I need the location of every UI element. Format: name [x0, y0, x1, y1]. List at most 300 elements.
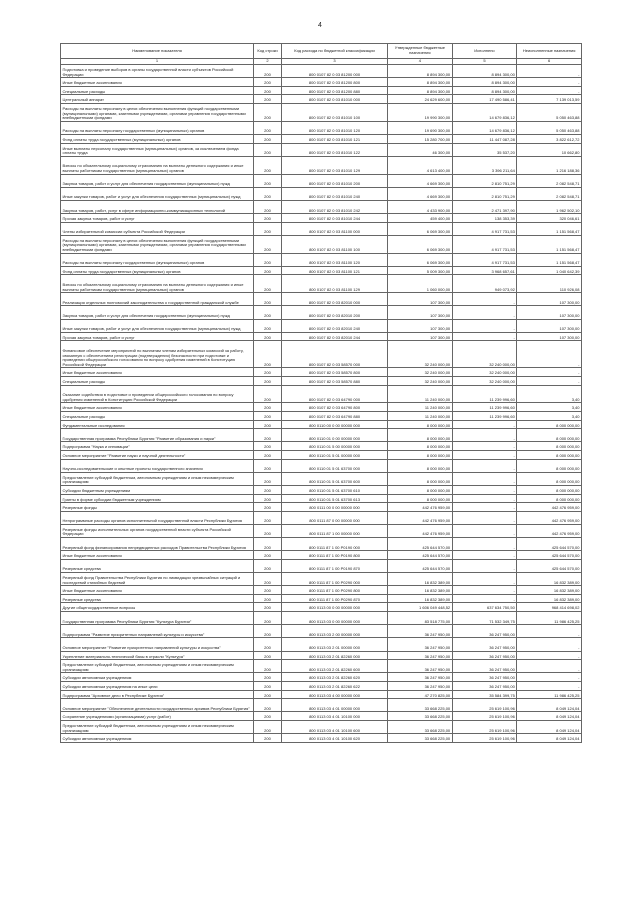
- row-executed-amount: -: [452, 538, 517, 551]
- row-name: Резервные фонды исполнительных органов государственной власти субъекта Российской Федерации: [61, 524, 254, 537]
- table-row: [61, 143, 582, 156]
- row-approved-amount: 47 270 825,00: [388, 690, 453, 699]
- row-line-code: 200: [254, 200, 282, 213]
- row-unexecuted-amount: 1 151 568,47: [517, 253, 582, 266]
- row-line-code: 200: [254, 78, 282, 87]
- table-row: [61, 293, 582, 306]
- row-name: Закупка товаров, работ, услуг в сфере информационно-коммуникационных технологий: [61, 200, 254, 213]
- row-unexecuted-amount: -: [517, 673, 582, 682]
- row-classification-code: 800 0113 03 2 01 82260 622: [282, 681, 388, 690]
- table-row: [61, 681, 582, 690]
- row-line-code: 200: [254, 586, 282, 595]
- row-name: Непрограммные расходы органов исполнительной государственной власти Республики Бурятия: [61, 511, 254, 524]
- row-unexecuted-amount: 16 832 389,00: [517, 573, 582, 586]
- row-unexecuted-amount: 8 000 000,00: [517, 450, 582, 459]
- table-row: [61, 651, 582, 660]
- table-row: [61, 368, 582, 377]
- row-executed-amount: 36 247 950,00: [452, 638, 517, 651]
- table-row: [61, 134, 582, 143]
- row-executed-amount: 36 247 950,00: [452, 681, 517, 690]
- row-approved-amount: 8 000 000,00: [388, 459, 453, 472]
- row-name: Иные закупки товаров, работ и услуг для обеспечения государственных (муниципальных) нужд: [61, 319, 254, 332]
- row-approved-amount: 36 247 950,00: [388, 638, 453, 651]
- row-approved-amount: 8 894 300,00: [388, 65, 453, 78]
- row-classification-code: 800 0111 87 0 00 00000 000: [282, 511, 388, 524]
- row-unexecuted-amount: -: [517, 78, 582, 87]
- row-classification-code: 800 0107 82 0 03 64790 880: [282, 411, 388, 420]
- table-row: [61, 385, 582, 403]
- row-name: Фонд оплаты труда государственных (муниципальных) органов: [61, 266, 254, 275]
- row-classification-code: 800 0111 87 1 00 P0290 870: [282, 594, 388, 603]
- row-line-code: 200: [254, 472, 282, 485]
- row-classification-code: 800 0107 82 0 03 58570 000: [282, 341, 388, 368]
- row-approved-amount: 11 240 000,00: [388, 403, 453, 412]
- row-unexecuted-amount: 107 300,00: [517, 306, 582, 319]
- row-line-code: 200: [254, 720, 282, 733]
- row-line-code: 200: [254, 538, 282, 551]
- row-approved-amount: 8 000 000,00: [388, 450, 453, 459]
- row-executed-amount: -: [452, 511, 517, 524]
- row-classification-code: 800 0107 82 0 03 81200 880: [282, 86, 388, 95]
- table-row: [61, 612, 582, 625]
- table-row: [61, 187, 582, 200]
- row-approved-amount: 19 990 300,00: [388, 103, 453, 121]
- table-row: [61, 503, 582, 512]
- table-row: [61, 551, 582, 560]
- row-unexecuted-amount: 110 926,08: [517, 275, 582, 293]
- col-index: 6: [517, 59, 582, 65]
- table-row: [61, 594, 582, 603]
- row-name: Иные бюджетные ассигнования: [61, 403, 254, 412]
- row-line-code: 200: [254, 95, 282, 104]
- row-unexecuted-amount: 1 151 568,47: [517, 235, 582, 253]
- row-approved-amount: 32 240 000,00: [388, 377, 453, 386]
- row-line-code: 200: [254, 275, 282, 293]
- row-name: Иные закупки товаров, работ и услуг для обеспечения государственных (муниципальных) нужд: [61, 187, 254, 200]
- row-executed-amount: 637 634 750,50: [452, 603, 517, 612]
- table-row: [61, 174, 582, 187]
- row-line-code: 200: [254, 121, 282, 134]
- row-name: Иные бюджетные ассигнования: [61, 78, 254, 87]
- row-classification-code: 800 0107 82 0 03 81010 120: [282, 121, 388, 134]
- row-line-code: 200: [254, 494, 282, 503]
- row-line-code: 200: [254, 699, 282, 712]
- row-line-code: 200: [254, 253, 282, 266]
- table-row: [61, 472, 582, 485]
- table-row: [61, 200, 582, 213]
- row-line-code: 200: [254, 594, 282, 603]
- row-line-code: 200: [254, 174, 282, 187]
- row-approved-amount: 15 280 700,00: [388, 134, 453, 143]
- row-line-code: 200: [254, 459, 282, 472]
- row-line-code: 200: [254, 403, 282, 412]
- row-approved-amount: 4 669 300,00: [388, 187, 453, 200]
- row-name: Государственная программа Республики Бурятия "Культура Бурятии": [61, 612, 254, 625]
- row-classification-code: 800 0107 82 0 03 82010 244: [282, 332, 388, 341]
- row-classification-code: 800 0113 03 2 01 00000 000: [282, 638, 388, 651]
- row-executed-amount: 32 240 000,00: [452, 341, 517, 368]
- row-approved-amount: 4 613 400,00: [388, 156, 453, 174]
- row-classification-code: 800 0111 87 1 00 P0190 800: [282, 551, 388, 560]
- row-classification-code: 800 0113 03 4 01 10100 620: [282, 734, 388, 743]
- row-executed-amount: -: [452, 551, 517, 560]
- row-executed-amount: 3 396 211,64: [452, 156, 517, 174]
- col-header-name: Наименование показателя: [61, 44, 254, 59]
- row-line-code: 200: [254, 319, 282, 332]
- row-approved-amount: 16 832 389,00: [388, 573, 453, 586]
- table-row: [61, 253, 582, 266]
- row-unexecuted-amount: -: [517, 65, 582, 78]
- table-row: [61, 420, 582, 429]
- row-line-code: 200: [254, 385, 282, 403]
- row-unexecuted-amount: 1 962 502,10: [517, 200, 582, 213]
- row-line-code: 200: [254, 143, 282, 156]
- row-executed-amount: 4 917 731,53: [452, 235, 517, 253]
- row-unexecuted-amount: 7 139 013,59: [517, 95, 582, 104]
- row-line-code: 200: [254, 503, 282, 512]
- table-row: [61, 214, 582, 223]
- row-executed-amount: -: [452, 485, 517, 494]
- table-row: [61, 306, 582, 319]
- row-unexecuted-amount: 320 046,61: [517, 214, 582, 223]
- row-name: Предоставление субсидий бюджетным, автономным учреждениям и иным некоммерческим организациям: [61, 472, 254, 485]
- row-unexecuted-amount: -: [517, 660, 582, 673]
- row-line-code: 200: [254, 134, 282, 143]
- row-approved-amount: 16 832 389,00: [388, 586, 453, 595]
- row-approved-amount: 4 669 300,00: [388, 174, 453, 187]
- row-classification-code: 800 0107 82 0 03 81100 129: [282, 275, 388, 293]
- row-approved-amount: 6 069 300,00: [388, 235, 453, 253]
- row-classification-code: 800 0107 82 0 03 82010 200: [282, 306, 388, 319]
- row-executed-amount: 4 917 731,53: [452, 222, 517, 235]
- row-classification-code: 800 0113 00 0 00 00000 000: [282, 603, 388, 612]
- row-approved-amount: 425 644 570,00: [388, 559, 453, 572]
- row-classification-code: 800 0113 03 2 01 82260 000: [282, 651, 388, 660]
- row-classification-code: 800 0110 01 5 01 63700 000: [282, 459, 388, 472]
- row-approved-amount: 36 247 950,00: [388, 660, 453, 673]
- row-line-code: 200: [254, 450, 282, 459]
- row-unexecuted-amount: 107 300,00: [517, 319, 582, 332]
- row-approved-amount: 107 300,00: [388, 319, 453, 332]
- row-name: Специальные расходы: [61, 377, 254, 386]
- row-unexecuted-amount: 968 414 698,02: [517, 603, 582, 612]
- row-line-code: 200: [254, 612, 282, 625]
- row-unexecuted-amount: -: [517, 341, 582, 368]
- table-row: [61, 459, 582, 472]
- row-executed-amount: -: [452, 450, 517, 459]
- row-approved-amount: 36 247 950,00: [388, 673, 453, 682]
- row-line-code: 200: [254, 306, 282, 319]
- row-name: Предоставление субсидий бюджетным, автономным учреждениям и иным некоммерческим организациям: [61, 720, 254, 733]
- row-executed-amount: 2 810 751,29: [452, 174, 517, 187]
- row-line-code: 200: [254, 485, 282, 494]
- row-executed-amount: 11 447 087,28: [452, 134, 517, 143]
- row-name: Финансовое обеспечение мероприятий по выплатам членам избирательных комиссий за работу, связанную с обеспечением регистрации (подтверждения) безопасности при подготовке и проведении общероссийского голосования по вопросу одобрения изменений в Конституцию Российской Федерации: [61, 341, 254, 368]
- row-approved-amount: 36 247 950,00: [388, 651, 453, 660]
- row-name: Подпрограмма "Наука и инновации": [61, 442, 254, 451]
- row-classification-code: 800 0110 01 5 01 00000 000: [282, 450, 388, 459]
- row-classification-code: 800 0113 03 2 01 82260 620: [282, 673, 388, 682]
- table-row: [61, 341, 582, 368]
- row-name: Иные выплаты персоналу государственных (муниципальных) органов, за исключением фонда оплаты труда: [61, 143, 254, 156]
- row-line-code: 200: [254, 411, 282, 420]
- row-unexecuted-amount: 3,40: [517, 385, 582, 403]
- row-approved-amount: 11 240 000,00: [388, 411, 453, 420]
- row-name: Резервные фонды: [61, 503, 254, 512]
- row-name: Прочая закупка товаров, работ и услуг: [61, 332, 254, 341]
- row-name: Подготовка и проведение выборов в органы государственной власти субъектов Российской Федерации: [61, 65, 254, 78]
- row-name: Подпрограмма "Архивное дело в Республике Бурятия": [61, 690, 254, 699]
- row-line-code: 200: [254, 156, 282, 174]
- row-name: Прочая закупка товаров, работ и услуг: [61, 214, 254, 223]
- row-executed-amount: -: [452, 442, 517, 451]
- row-line-code: 200: [254, 235, 282, 253]
- row-classification-code: 800 0107 82 0 03 64790 800: [282, 403, 388, 412]
- row-approved-amount: 8 000 000,00: [388, 420, 453, 429]
- row-classification-code: 800 0111 87 1 00 P0190 870: [282, 559, 388, 572]
- table-row: [61, 734, 582, 743]
- table-row: [61, 403, 582, 412]
- row-line-code: 200: [254, 524, 282, 537]
- row-executed-amount: -: [452, 472, 517, 485]
- row-name: Основное мероприятие "Развитие приоритетных направлений культуры и искусства": [61, 638, 254, 651]
- row-unexecuted-amount: 3 822 612,72: [517, 134, 582, 143]
- row-approved-amount: 8 000 000,00: [388, 485, 453, 494]
- row-approved-amount: 442 476 959,00: [388, 524, 453, 537]
- row-executed-amount: -: [452, 293, 517, 306]
- row-unexecuted-amount: 442 476 959,00: [517, 524, 582, 537]
- page-number: 4: [318, 22, 322, 29]
- row-classification-code: 800 0110 01 5 01 63700 613: [282, 494, 388, 503]
- row-name: Расходы на выплаты персоналу государственных (муниципальных) органов: [61, 253, 254, 266]
- row-name: Укрепление материально-технической базы в отрасли "Культура": [61, 651, 254, 660]
- table-row: [61, 450, 582, 459]
- row-line-code: 200: [254, 266, 282, 275]
- row-classification-code: 800 0113 03 0 00 00000 000: [282, 612, 388, 625]
- row-line-code: 200: [254, 429, 282, 442]
- row-line-code: 200: [254, 377, 282, 386]
- row-executed-amount: -: [452, 429, 517, 442]
- row-classification-code: 800 0107 82 0 03 81010 100: [282, 103, 388, 121]
- row-name: Субсидии бюджетным учреждениям: [61, 485, 254, 494]
- row-unexecuted-amount: 8 000 000,00: [517, 485, 582, 494]
- row-unexecuted-amount: 425 644 570,00: [517, 538, 582, 551]
- row-unexecuted-amount: 8 000 000,00: [517, 420, 582, 429]
- row-approved-amount: 33 668 225,00: [388, 734, 453, 743]
- row-line-code: 200: [254, 651, 282, 660]
- row-executed-amount: 11 239 996,60: [452, 403, 517, 412]
- budget-execution-table: [60, 43, 582, 743]
- row-classification-code: 800 0110 01 5 01 63700 600: [282, 472, 388, 485]
- row-approved-amount: 425 644 570,00: [388, 551, 453, 560]
- row-classification-code: 800 0107 82 0 03 81010 121: [282, 134, 388, 143]
- row-unexecuted-amount: 442 476 959,00: [517, 503, 582, 512]
- row-name: Оказание содействия в подготовке и проведении общероссийского голосования по вопросу одобрения изменений в Конституцию Российской Федерации: [61, 385, 254, 403]
- row-name: Основное мероприятие "Развитие науки и научной деятельности": [61, 450, 254, 459]
- row-approved-amount: 8 000 000,00: [388, 442, 453, 451]
- row-unexecuted-amount: 442 476 959,00: [517, 511, 582, 524]
- row-unexecuted-amount: 8 000 000,00: [517, 442, 582, 451]
- row-name: Расходы на выплаты персоналу в целях обеспечения выполнения функций государственными (муниципальными) органами, казенными учреждениями, органами управления государственными внебюджетными фондами: [61, 235, 254, 253]
- row-name: Резервный фонд финансирования непредвиденных расходов Правительства Республики Бурятия: [61, 538, 254, 551]
- table-row: [61, 222, 582, 235]
- row-executed-amount: -: [452, 306, 517, 319]
- row-classification-code: 800 0110 01 0 00 00000 000: [282, 429, 388, 442]
- row-classification-code: 800 0107 82 0 03 81200 000: [282, 65, 388, 78]
- row-unexecuted-amount: 8 049 124,04: [517, 720, 582, 733]
- row-line-code: 200: [254, 368, 282, 377]
- row-executed-amount: 14 679 836,12: [452, 103, 517, 121]
- row-line-code: 200: [254, 222, 282, 235]
- col-index: 1: [61, 59, 254, 65]
- table-row: [61, 266, 582, 275]
- row-unexecuted-amount: 107 300,00: [517, 293, 582, 306]
- row-approved-amount: 32 240 000,00: [388, 368, 453, 377]
- row-unexecuted-amount: 11 986 425,25: [517, 612, 582, 625]
- row-classification-code: 800 0113 03 4 00 00000 000: [282, 690, 388, 699]
- row-executed-amount: -: [452, 459, 517, 472]
- row-classification-code: 800 0107 82 0 03 81010 242: [282, 200, 388, 213]
- row-unexecuted-amount: 8 000 000,00: [517, 494, 582, 503]
- row-approved-amount: 8 894 300,00: [388, 86, 453, 95]
- row-executed-amount: -: [452, 594, 517, 603]
- row-unexecuted-amount: 425 644 570,00: [517, 551, 582, 560]
- table-row: [61, 673, 582, 682]
- row-name: Взносы по обязательному социальному страхованию на выплаты денежного содержания и иные выплаты работникам государственных (муниципальных) органов: [61, 275, 254, 293]
- row-name: Иные бюджетные ассигнования: [61, 586, 254, 595]
- col-header-executed: Исполнено: [452, 44, 517, 59]
- row-approved-amount: 83 518 775,00: [388, 612, 453, 625]
- row-approved-amount: 24 629 600,00: [388, 95, 453, 104]
- row-unexecuted-amount: 1 216 188,36: [517, 156, 582, 174]
- row-classification-code: 800 0107 82 0 03 81010 200: [282, 174, 388, 187]
- row-name: Резервные средства: [61, 594, 254, 603]
- row-unexecuted-amount: 8 000 000,00: [517, 429, 582, 442]
- row-name: Предоставление субсидий бюджетным, автономным учреждениям и иным некоммерческим организациям: [61, 660, 254, 673]
- row-unexecuted-amount: 3,40: [517, 403, 582, 412]
- row-classification-code: 800 0113 03 2 00 00000 000: [282, 625, 388, 638]
- table-row: [61, 95, 582, 104]
- row-unexecuted-amount: 1 040 642,39: [517, 266, 582, 275]
- row-name: Резервные средства: [61, 559, 254, 572]
- row-approved-amount: 46 300,00: [388, 143, 453, 156]
- row-name: Члены избирательной комиссии субъекта Российской Федерации: [61, 222, 254, 235]
- row-unexecuted-amount: -: [517, 638, 582, 651]
- row-name: Подпрограмма "Развитие приоритетных направлений культуры и искусства": [61, 625, 254, 638]
- row-executed-amount: 25 619 100,96: [452, 734, 517, 743]
- table-row: [61, 720, 582, 733]
- table-row: [61, 103, 582, 121]
- row-unexecuted-amount: 1 151 568,47: [517, 222, 582, 235]
- row-classification-code: 800 0113 03 4 01 10100 600: [282, 720, 388, 733]
- col-header-approved: Утвержденные бюджетные назначения: [388, 44, 453, 59]
- row-executed-amount: 8 894 300,00: [452, 78, 517, 87]
- row-line-code: 200: [254, 86, 282, 95]
- row-approved-amount: 6 069 300,00: [388, 222, 453, 235]
- row-line-code: 200: [254, 341, 282, 368]
- row-line-code: 200: [254, 65, 282, 78]
- row-unexecuted-amount: 8 049 124,04: [517, 712, 582, 721]
- row-classification-code: 800 0107 82 0 03 81100 100: [282, 235, 388, 253]
- row-name: Специальные расходы: [61, 411, 254, 420]
- row-approved-amount: 36 247 950,00: [388, 625, 453, 638]
- row-classification-code: 800 0111 87 1 00 P0190 000: [282, 538, 388, 551]
- row-name: Резервный фонд Правительства Республики Бурятия по ликвидации чрезвычайных ситуаций и последствий стихийных бедствий: [61, 573, 254, 586]
- row-line-code: 200: [254, 103, 282, 121]
- table-row: [61, 586, 582, 595]
- table-row: [61, 411, 582, 420]
- row-executed-amount: 14 679 836,12: [452, 121, 517, 134]
- table-header-row: [61, 44, 582, 59]
- row-executed-amount: 35 537,20: [452, 143, 517, 156]
- table-row: [61, 638, 582, 651]
- row-classification-code: 800 0113 03 4 01 00000 000: [282, 699, 388, 712]
- row-executed-amount: 36 247 950,00: [452, 673, 517, 682]
- row-approved-amount: 6 069 300,00: [388, 253, 453, 266]
- row-executed-amount: 36 247 950,00: [452, 625, 517, 638]
- row-executed-amount: -: [452, 332, 517, 341]
- row-executed-amount: -: [452, 494, 517, 503]
- table-row: [61, 603, 582, 612]
- row-executed-amount: 11 239 996,60: [452, 411, 517, 420]
- row-approved-amount: 107 300,00: [388, 293, 453, 306]
- row-name: Расходы на выплаты персоналу в целях обеспечения выполнения функций государственными (муниципальными) органами, казенными учреждениями, органами управления государственными внебюджетными фондами: [61, 103, 254, 121]
- row-name: Расходы на выплаты персоналу государственных (муниципальных) органов: [61, 121, 254, 134]
- row-unexecuted-amount: 2 082 548,71: [517, 187, 582, 200]
- row-unexecuted-amount: -: [517, 681, 582, 690]
- row-executed-amount: -: [452, 319, 517, 332]
- row-classification-code: 800 0107 82 0 03 58570 800: [282, 368, 388, 377]
- row-classification-code: 800 0107 82 0 03 64790 000: [282, 385, 388, 403]
- row-line-code: 200: [254, 681, 282, 690]
- table-row: [61, 712, 582, 721]
- row-unexecuted-amount: 8 000 000,00: [517, 472, 582, 485]
- row-line-code: 200: [254, 673, 282, 682]
- table-row: [61, 625, 582, 638]
- row-classification-code: 800 0111 87 1 00 P0290 800: [282, 586, 388, 595]
- row-classification-code: 800 0107 82 0 03 82010 000: [282, 293, 388, 306]
- row-approved-amount: 8 000 000,00: [388, 494, 453, 503]
- row-approved-amount: 107 300,00: [388, 332, 453, 341]
- row-classification-code: 800 0107 82 0 03 81010 000: [282, 95, 388, 104]
- row-unexecuted-amount: 3,40: [517, 411, 582, 420]
- row-approved-amount: 16 832 389,00: [388, 594, 453, 603]
- row-executed-amount: 8 894 300,00: [452, 65, 517, 78]
- row-line-code: 200: [254, 551, 282, 560]
- row-unexecuted-amount: -: [517, 651, 582, 660]
- row-line-code: 200: [254, 734, 282, 743]
- row-executed-amount: 25 619 100,96: [452, 720, 517, 733]
- row-line-code: 200: [254, 214, 282, 223]
- row-line-code: 200: [254, 690, 282, 699]
- row-executed-amount: 36 247 950,00: [452, 660, 517, 673]
- row-unexecuted-amount: 8 000 000,00: [517, 459, 582, 472]
- row-classification-code: 800 0107 82 0 03 81010 122: [282, 143, 388, 156]
- row-classification-code: 800 0113 03 4 01 10100 000: [282, 712, 388, 721]
- row-line-code: 200: [254, 442, 282, 451]
- row-executed-amount: 949 073,92: [452, 275, 517, 293]
- row-classification-code: 800 0107 82 0 03 82010 240: [282, 319, 388, 332]
- row-classification-code: 800 0107 82 0 03 81200 800: [282, 78, 388, 87]
- row-line-code: 200: [254, 511, 282, 524]
- row-name: Иные бюджетные ассигнования: [61, 551, 254, 560]
- row-approved-amount: 33 668 225,00: [388, 720, 453, 733]
- row-classification-code: 800 0110 01 5 01 63700 610: [282, 485, 388, 494]
- row-line-code: 200: [254, 559, 282, 572]
- table-row: [61, 65, 582, 78]
- col-header-unexecuted: Неисполненные назначения: [517, 44, 582, 59]
- table-row: [61, 429, 582, 442]
